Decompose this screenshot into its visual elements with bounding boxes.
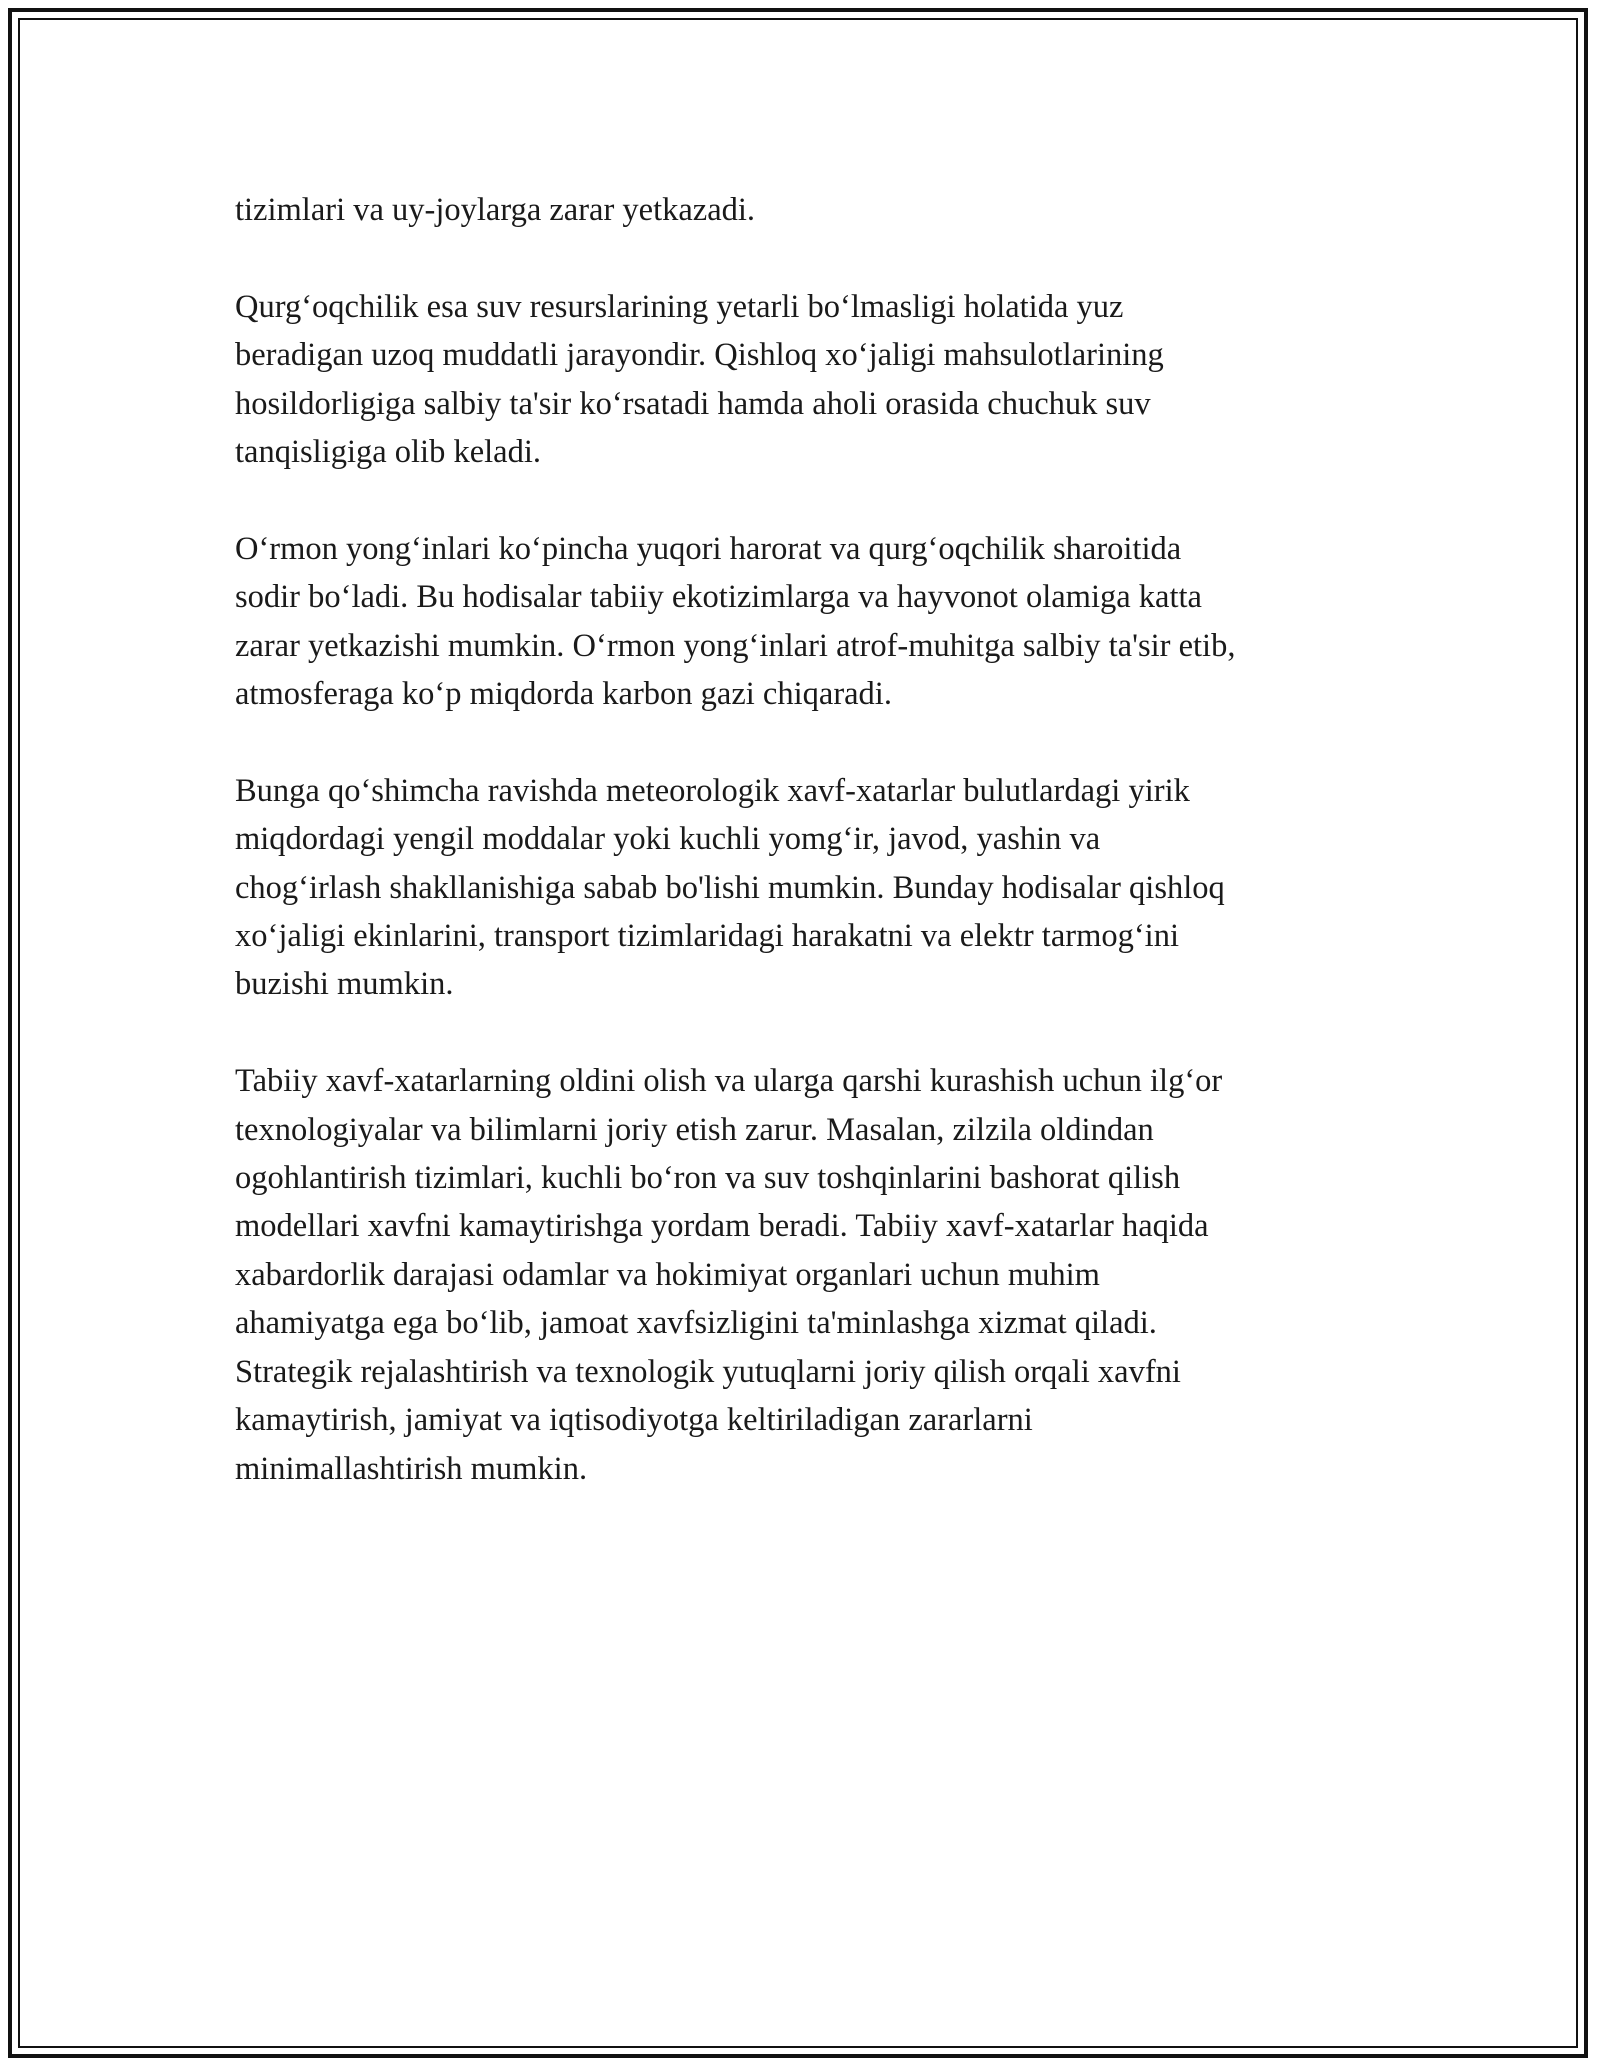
paragraph-meteorological-hazards: Bunga qo‘shimcha ravishda meteorologik xavf-xatarlar bulutlardagi yirik miqdordagi yengil moddalar yoki kuchli yomg‘ir, javod, yashin va chog‘irlash shakllanishiga sabab bo'lishi mumkin. Bunday hodisalar qishloq xo‘jaligi ekinlarini, transport tizimlaridagi harakatni va elektr tarmog‘ini buzishi mumkin.: [235, 772, 1225, 1003]
paragraph-continuation: tizimlari va uy-joylarga zarar yetkazadi.: [235, 192, 756, 228]
paragraph-prevention: Tabiiy xavf-xatarlarning oldini olish va ularga qarshi kurashish uchun ilg‘or texnologiyalar va bilimlarni joriy etish zarur. Masalan, zilzila oldindan ogohlantirish tizimlari, kuchli bo‘ron va suv toshqinlarini bashorat qilish modellari xavfni kamaytirishga yordam beradi. Tabiiy xavf-xatarlar haqida xabardorlik darajasi odamlar va hokimiyat organlari uchun muhim ahamiyatga ega bo‘lib, jamoat xavfsizligini ta'minlashga xizmat qiladi. Strategik rejalashtirish va texnologik yutuqlarni joriy qilish orqali xavfni kamaytirish, jamiyat va iqtisodiyotga keltiriladigan zararlarni minimallashtirish mumkin.: [235, 1063, 1223, 1487]
paragraph-drought: Qurg‘oqchilik esa suv resurslarining yetarli bo‘lmasligi holatida yuz beradigan uzoq muddatli jarayondir. Qishloq xo‘jaligi mahsulotlarining hosildorligiga salbiy ta'sir ko‘rsatadi hamda aholi orasida chuchuk suv tanqisligiga olib keladi.: [235, 288, 1164, 471]
document-body: [235, 186, 1375, 1541]
paragraph-forest-fires: O‘rmon yong‘inlari ko‘pincha yuqori harorat va qurg‘oqchilik sharoitida sodir bo‘ladi. Bu hodisalar tabiiy ekotizimlarga va hayvonot olamiga katta zarar yetkazishi mumkin. O‘rmon yong‘inlari atrof-muhitga salbiy ta'sir etib, atmosferaga ko‘p miqdorda karbon gazi chiqaradi.: [235, 530, 1236, 713]
